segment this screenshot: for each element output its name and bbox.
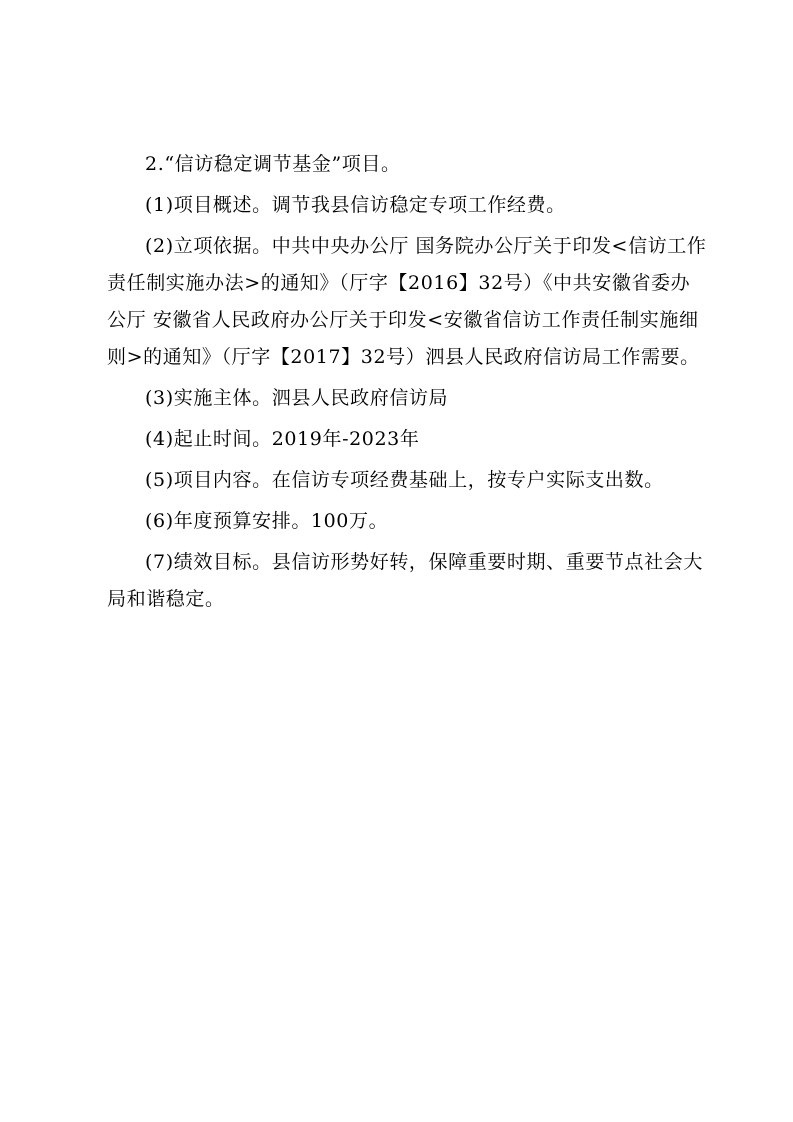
item-goal: (7)绩效目标。县信访形势好转，保障重要时期、重要节点社会大局和谐稳定。	[107, 551, 703, 610]
section-heading: 2.“信访稳定调节基金”项目。	[145, 153, 401, 175]
item-implementer: (3)实施主体。泗县人民政府信访局	[145, 387, 449, 409]
item-basis: (2)立项依据。中共中央办公厅 国务院办公厅关于印发<信访工作责任制实施办法>的通知》（厅字【2016】32号）《中共安徽省委办公厅 安徽省人民政府办公厅关于印发<安徽省信访工作责任制实施细则>的通知》（厅字【2017】32号）泗县人民政府信访局工作需要。	[107, 235, 707, 368]
item-budget: (6)年度预算安排。100万。	[145, 510, 389, 532]
item-content: (5)项目内容。在信访专项经费基础上，按专户实际支出数。	[145, 469, 664, 491]
document-body	[107, 146, 707, 618]
item-overview: (1)项目概述。调节我县信访稳定专项工作经费。	[145, 194, 566, 216]
item-period: (4)起止时间。2019年-2023年	[145, 428, 420, 450]
